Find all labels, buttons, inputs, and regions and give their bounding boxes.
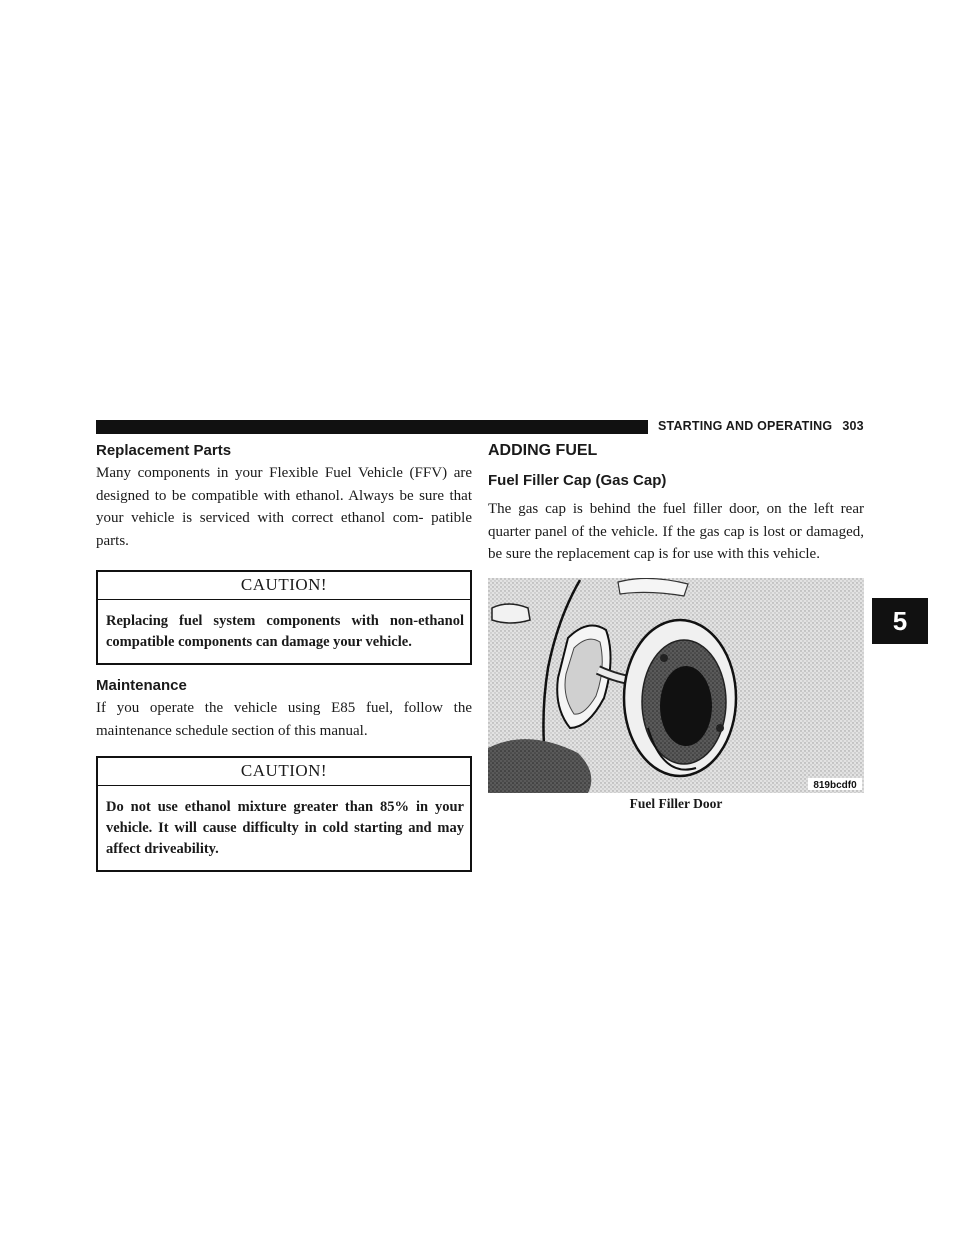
figure-caption: Fuel Filler Door — [629, 796, 723, 811]
caution-1-title: CAUTION! — [98, 572, 470, 600]
caution-1-text: Replacing fuel system components with non-ethanol compatible components can damage your vehicle. — [106, 613, 464, 650]
caution-2-text: Do not use ethanol mixture greater than 85% in your vehicle. It will cause difficulty in cold starting and may affect driveability. — [106, 799, 464, 857]
running-header — [658, 419, 864, 433]
replacement-parts-heading: Replacement Parts — [96, 442, 232, 459]
replacement-parts-text: Many components in your Flexible Fuel Vehicle (FFV) are designed to be compatible with ethanol. Always be sure that your vehicle is serviced with correct ethanol com- patible parts. — [96, 465, 472, 549]
fuel-filler-door-figure — [488, 578, 864, 793]
left-column — [96, 440, 472, 872]
adding-fuel-heading: ADDING FUEL — [488, 442, 598, 459]
maintenance-text: If you operate the vehicle using E85 fuel, follow the maintenance schedule section of this manual. — [96, 700, 472, 739]
figure-code: 819bcdf0 — [813, 780, 857, 791]
right-column — [488, 440, 864, 566]
header-section-title: STARTING AND OPERATING — [658, 419, 833, 433]
page-number: 303 — [842, 419, 864, 433]
caution-box-2 — [96, 756, 472, 872]
maintenance-heading: Maintenance — [96, 677, 187, 694]
caution-2-title: CAUTION! — [98, 758, 470, 786]
chapter-tab: 5 — [872, 598, 928, 644]
header-rule — [96, 420, 648, 434]
fuel-filler-cap-text: The gas cap is behind the fuel filler door, on the left rear quarter panel of the vehicle. If the gas cap is lost or damaged, be sure the replacement cap is for use with this vehicle. — [488, 501, 864, 562]
caution-box-1 — [96, 570, 472, 665]
fuel-filler-cap-heading: Fuel Filler Cap (Gas Cap) — [488, 472, 667, 489]
